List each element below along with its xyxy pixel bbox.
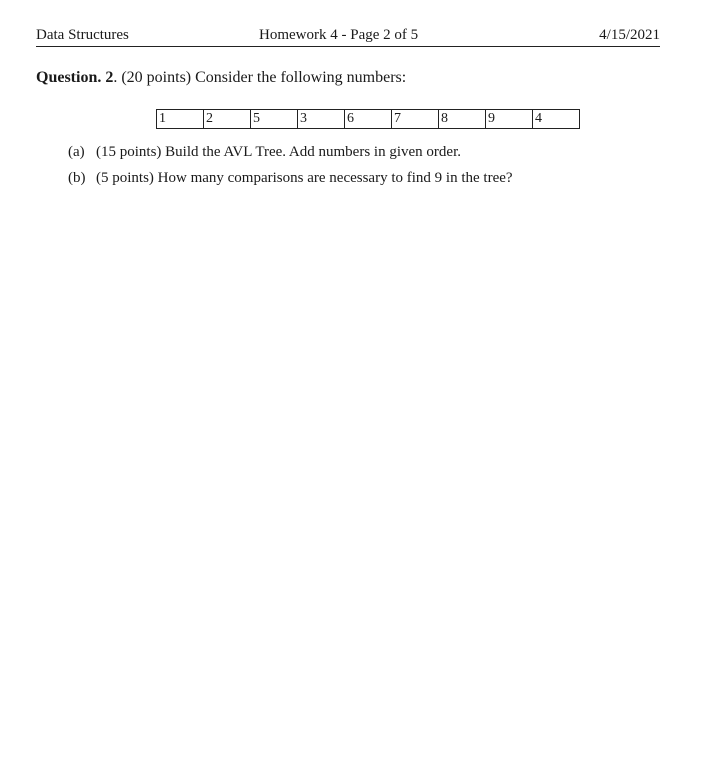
question-parts [68,142,513,194]
number-cell: 4 [533,110,580,129]
number-cell: 9 [486,110,533,129]
part-text: (5 points) How many comparisons are necessary to find 9 in the tree? [96,170,513,186]
number-cell: 6 [345,110,392,129]
page-header [36,27,660,47]
number-cell: 8 [439,110,486,129]
number-cell: 5 [251,110,298,129]
question-heading [36,69,406,87]
header-date: 4/15/2021 [599,27,660,43]
number-cell: 1 [157,110,204,129]
number-cell: 2 [204,110,251,129]
numbers-table [156,109,580,129]
question-intro: . (20 points) Consider the following numbers: [113,69,407,86]
header-divider [36,46,660,47]
homework-title: Homework 4 - Page 2 of 5 [259,27,419,43]
part-a [68,142,513,168]
course-name: Data Structures [36,27,129,43]
part-text: (15 points) Build the AVL Tree. Add numbers in given order. [96,144,461,160]
question-label: Question. 2 [36,69,114,86]
number-cell: 3 [298,110,345,129]
part-label: (b) [68,170,86,186]
part-b [68,168,513,194]
number-cell: 7 [392,110,439,129]
part-label: (a) [68,144,85,160]
numbers-row [157,110,580,129]
